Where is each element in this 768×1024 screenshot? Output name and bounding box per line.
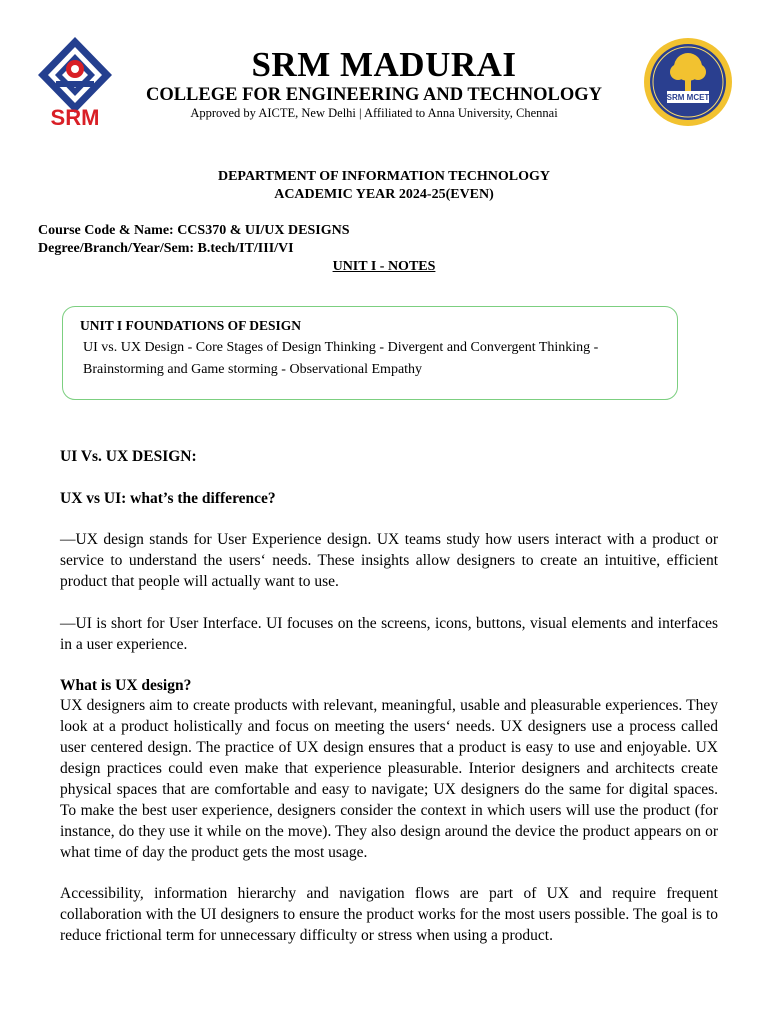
heading-difference: UX vs UI: what’s the difference? xyxy=(60,490,276,507)
paragraph-ux-designers: UX designers aim to create products with relevant, meaningful, usable and pleasurable experiences. They look at a product holistically and focus on meeting the users‘ needs. UX designers use a process called user centered design. The practice of UX design ensures that a product is easy to use and enjoyable. UX design practices could even make that experience pleasurable. Interior designers and architects create physical spaces that are comfortable and easy to navigate; UX designers do the same for digital spaces. To make the best user experience, designers consider the context in which users will use the product (for instance, do they use it while on the move). They also design around the device the product appears on or what time of day the product gets the most usage. xyxy=(60,697,718,861)
degree-branch: Degree/Branch/Year/Sem: B.tech/IT/III/VI xyxy=(38,241,294,256)
paragraph-ux-definition: —UX design stands for User Experience design. UX teams study how users interact with a product or service to understand the users‘ needs. These insights allow designers to create an intuitive, efficient product that people will actually want to use. xyxy=(60,531,718,590)
course-code-name: Course Code & Name: CCS370 & UI/UX DESIGNS xyxy=(38,223,350,238)
heading-what-is-ux: What is UX design? xyxy=(60,677,192,694)
unit-notes-heading: UNIT I - NOTES xyxy=(332,259,436,274)
paragraph-ui-definition: —UI is short for User Interface. UI focuses on the screens, icons, buttons, visual elements and interfaces in a user experience. xyxy=(60,615,718,653)
paragraph-accessibility: Accessibility, information hierarchy and navigation flows are part of UX and require frequent collaboration with the UI designers to ensure the product works for the most users possible. The goal is to reduce frictional term for unnecessary difficulty or stress when using a product. xyxy=(60,885,718,944)
department-title: DEPARTMENT OF INFORMATION TECHNOLOGY xyxy=(217,169,551,184)
approval-line: Approved by AICTE, New Delhi | Affiliated to Anna University, Chennai xyxy=(190,106,558,120)
srm-logo-text: SRM xyxy=(50,105,100,127)
heading-ui-vs-ux-design: UI Vs. UX DESIGN: xyxy=(60,448,197,465)
syllabus-line-1: UI vs. UX Design - Core Stages of Design Thinking - Divergent and Convergent Thinking - xyxy=(83,340,599,355)
academic-year: ACADEMIC YEAR 2024-25(EVEN) xyxy=(274,187,494,202)
college-subtitle: COLLEGE FOR ENGINEERING AND TECHNOLOGY xyxy=(145,85,603,105)
college-name: SRM MADURAI xyxy=(251,45,517,84)
seal-text: SRM MCET xyxy=(666,93,710,102)
syllabus-line-2: Brainstorming and Game storming - Observational Empathy xyxy=(83,362,423,377)
syllabus-title: UNIT I FOUNDATIONS OF DESIGN xyxy=(80,318,302,333)
